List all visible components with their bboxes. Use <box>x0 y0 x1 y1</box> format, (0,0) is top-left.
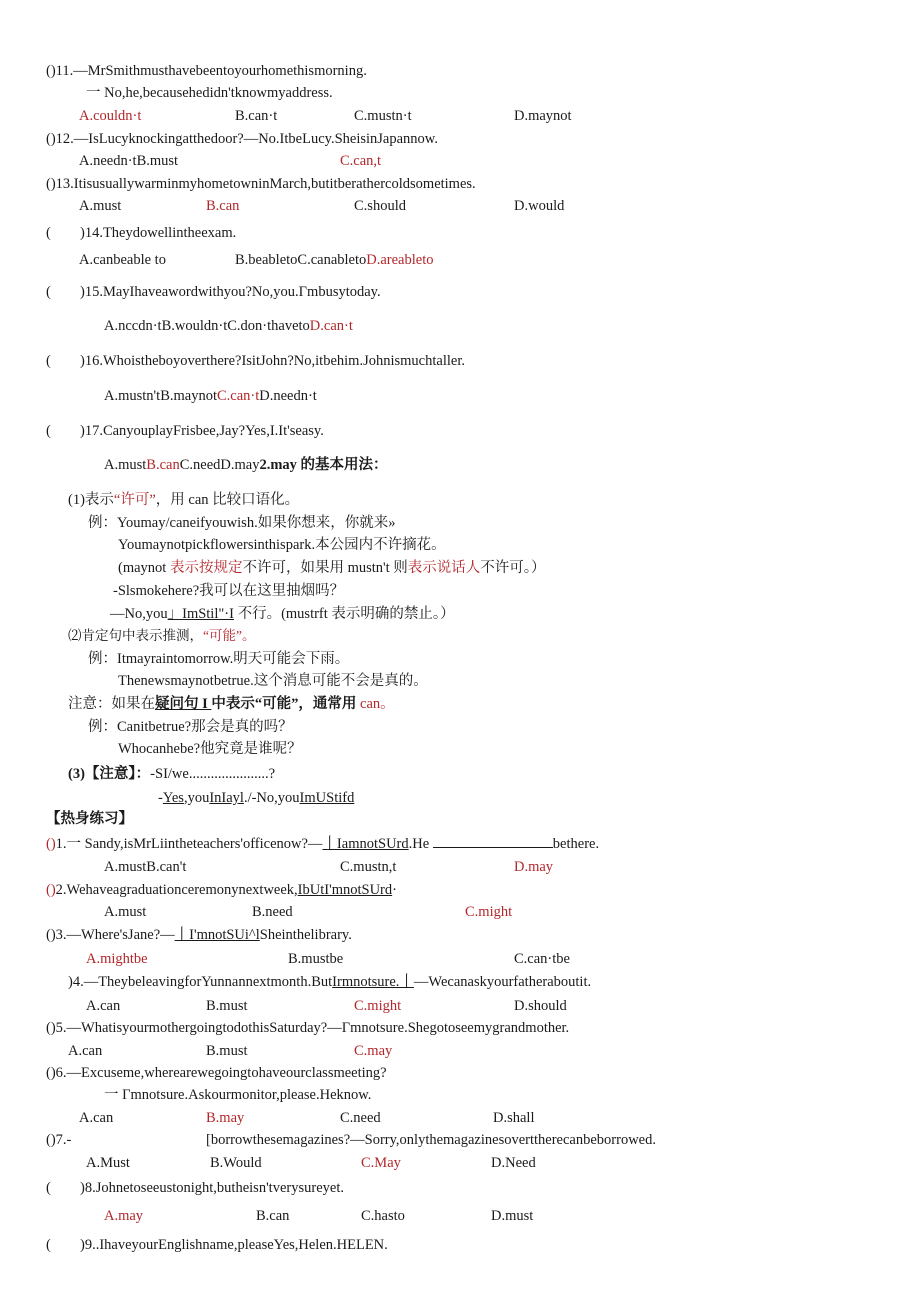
usage-example-6: 例：Itmayraintomorrow.明天可能会下雨。 <box>88 651 350 667</box>
q16-option-ab: A.mustn'tB.maynot <box>104 388 217 404</box>
usage-example-3-b: 不许可，如果用 mustn't 则 <box>242 560 408 576</box>
q11-option-c: C.mustn·t <box>354 108 412 124</box>
w8-option-c: C.hasto <box>361 1208 405 1224</box>
w7-option-b: B.Would <box>210 1155 262 1171</box>
w4-stem <box>68 973 591 991</box>
usage-example-5-b: 不行。(mustrft 表示明确的禁止。） <box>233 606 455 622</box>
w1-stem-b: .He <box>408 836 433 852</box>
usage-example-3-red2: 表示说话人 <box>407 560 481 576</box>
q14-option-a: A.canbeable to <box>79 252 166 268</box>
usage-point-1-post: ，用 can 比较口语化。 <box>155 492 300 508</box>
q16-option-c: C.can·t <box>216 388 260 404</box>
q13-option-d: D.would <box>514 198 565 214</box>
usage-point-3-answer <box>158 789 354 807</box>
w7-option-c: C.May <box>361 1155 401 1171</box>
w3-option-b: B.mustbe <box>288 951 344 967</box>
q15-stem: )15.MayIhaveawordwithyou?No,you.Γmbusytoday. <box>80 284 381 300</box>
w5-option-b: B.must <box>206 1043 248 1059</box>
warmup-title: 【热身练习】 <box>46 811 133 827</box>
usage-point-3-prompt: -SI/we......................? <box>150 766 276 782</box>
usage-point-3-label: (3)【注意】： <box>68 766 151 782</box>
w9-stem: )9..IhaveyourEnglishname,pleaseYes,Helen.HELEN. <box>80 1237 388 1253</box>
w8-option-d: D.must <box>491 1208 534 1224</box>
usage-example-5-a: —No,you <box>110 606 168 622</box>
w1-stem <box>46 835 599 853</box>
w7-num: ()7.- <box>46 1132 72 1148</box>
w5-option-c: C.may <box>354 1043 393 1059</box>
q12-option-ab: A.needn·tB.must <box>79 153 179 169</box>
w4-option-a: A.can <box>86 998 121 1014</box>
w3-stem-b: Sheinthelibrary. <box>259 927 352 943</box>
q15-option-d: D.can·t <box>309 318 353 334</box>
usage-point-3-u3: ImUStifd <box>299 790 355 806</box>
w5-option-a: A.can <box>68 1043 103 1059</box>
q16-options <box>104 387 317 405</box>
w8-option-b: B.can <box>256 1208 290 1224</box>
q17-option-b: B.can <box>146 457 180 473</box>
q16-option-d: D.needn·t <box>259 388 317 404</box>
q13-option-a: A.must <box>79 198 122 214</box>
w6-option-c: C.need <box>340 1110 381 1126</box>
usage-point-1-pre: (1)表示 <box>68 492 114 508</box>
w4-stem-underlined: Irmnotsure.丨 <box>332 974 414 990</box>
usage-point-2 <box>68 627 255 645</box>
w3-stem <box>46 926 352 944</box>
w2-option-b: B.need <box>252 904 293 920</box>
w3-option-c: C.can·tbe <box>514 951 570 967</box>
usage-example-3 <box>118 559 546 577</box>
w1-option-c: C.mustn,t <box>340 859 397 875</box>
q17-stem: )17.CanyouplayFrisbee,Jay?Yes,I.It'seasy. <box>80 423 324 439</box>
q16-stem: )16.Whoistheboyoverthere?IsitJohn?No,itbehim.Johnismuchtaller. <box>80 353 465 369</box>
q15-options <box>104 317 353 335</box>
usage-point-1-highlight: “许可” <box>113 492 156 508</box>
w7-option-a: A.Must <box>86 1155 130 1171</box>
q14-option-bc-text: B.beabletoC.canableto <box>235 252 367 268</box>
usage-point-3-u1: Yes <box>162 790 184 806</box>
usage-example-3-a: (maynot <box>118 560 170 576</box>
w2-option-a: A.must <box>104 904 147 920</box>
w2-stem-a: 2.Wehaveagraduationceremonynextweek, <box>55 882 298 898</box>
w4-option-c: C.might <box>354 998 402 1014</box>
q13-option-b: B.can <box>206 198 240 214</box>
usage-note-a: 注意：如果在 <box>68 696 155 712</box>
usage-example-8: 例：Canitbetrue?那会是真的吗？ <box>88 719 293 735</box>
q17-options <box>104 456 388 474</box>
usage-example-2: Youmaynotpickflowersinthispark.本公园内不许摘花。 <box>118 537 446 553</box>
w2-stem-underlined: IbUtI'mnotSUrd <box>297 882 393 898</box>
w4-option-b: B.must <box>206 998 248 1014</box>
q17-option-a: A.must <box>104 457 147 473</box>
usage-note-red: can。 <box>360 696 395 712</box>
w6-option-d: D.shall <box>493 1110 535 1126</box>
may-usage-heading: 2.may 的基本用法： <box>259 457 388 473</box>
w4-stem-a: )4.—TheybeleavingforYunnannextmonth.But <box>68 974 333 990</box>
q17-option-cd: C.needD.may <box>179 457 260 473</box>
q12-stem: ()12.—IsLucyknockingatthedoor?—No.ItbeLucy.SheisinJapannow. <box>46 131 438 147</box>
usage-example-1: 例：Youmay/caneifyouwish.如果你想来，你就来» <box>88 515 396 531</box>
q11-option-a: A.couldn·t <box>79 108 142 124</box>
w1-stem-a: 1.一 Sandy,isMrLiintheteachers'officenow?— <box>55 836 323 852</box>
usage-point-3-u2: InIayl <box>209 790 244 806</box>
usage-point-2-highlight: “可能”。 <box>203 628 256 643</box>
q11-stem: ()11.—MrSmithmusthavebeentoyourhomethismorning. <box>46 63 367 79</box>
w7-option-d: D.Need <box>491 1155 536 1171</box>
q11-reply: 一 No,he,becausehedidn'tknowmyaddress. <box>86 85 333 101</box>
w7-stem: [borrowthesemagazines?—Sorry,onlythemagazinesoverttherecanbeborrowed. <box>206 1132 656 1148</box>
usage-note-b: 中表示“可能”，通常用 <box>211 696 361 712</box>
q14-option-bc <box>235 251 434 269</box>
q13-option-c: C.should <box>354 198 406 214</box>
usage-note <box>68 695 395 713</box>
w3-stem-underlined: 丨I'mnotSUi^l <box>174 927 260 943</box>
q11-option-b: B.can·t <box>235 108 278 124</box>
w2-stem <box>46 881 397 899</box>
w2-paren: () <box>46 882 56 898</box>
q14-stem: )14.Theydowellintheexam. <box>80 225 237 241</box>
w4-option-d: D.should <box>514 998 567 1014</box>
w1-blank <box>433 835 553 848</box>
q16-paren: ( <box>46 353 51 369</box>
q15-option-abc: A.nccdn·tB.wouldn·tC.don·thaveto <box>104 318 310 334</box>
w4-stem-b: —Wecanaskyourfatheraboutit. <box>413 974 592 990</box>
usage-example-3-red1: 表示按规定 <box>169 560 243 576</box>
w1-stem-c: bethere. <box>552 836 600 852</box>
w1-option-ab: A.mustB.can't <box>104 859 187 875</box>
w3-option-a: A.mightbe <box>86 951 148 967</box>
usage-example-5 <box>110 605 455 623</box>
usage-point-3-c: - <box>158 790 163 806</box>
w2-stem-b: · <box>392 882 397 898</box>
w6-reply: 一 Γmnotsure.Askourmonitor,please.Heknow. <box>104 1087 372 1103</box>
usage-example-3-c: 不许可。） <box>480 560 546 576</box>
q11-option-d: D.maynot <box>514 108 572 124</box>
q17-paren: ( <box>46 423 51 439</box>
usage-point-3-d: ,you <box>183 790 210 806</box>
q14-option-d: D.areableto <box>366 252 434 268</box>
usage-point-1 <box>68 491 299 509</box>
usage-example-5-underlined: 」ImStil"·I <box>167 606 234 622</box>
q15-paren: ( <box>46 284 51 300</box>
w9-paren: ( <box>46 1237 51 1253</box>
w6-stem: ()6.—Excuseme,wherearewegoingtohaveourclassmeeting? <box>46 1065 387 1081</box>
usage-example-9: Whocanhebe?他究竟是谁呢？ <box>118 741 302 757</box>
usage-note-underlined: 疑问句 I <box>155 696 212 712</box>
w2-option-c: C.might <box>465 904 513 920</box>
w1-option-d: D.may <box>514 859 554 875</box>
w6-option-b: B.may <box>206 1110 245 1126</box>
q12-option-c: C.can,t <box>340 153 382 169</box>
w1-stem-underlined: 丨IamnotSUrd <box>322 836 409 852</box>
w3-stem-a: ()3.—Where'sJane?— <box>46 927 175 943</box>
usage-example-4: -Slsmokehere?我可以在这里抽烟吗？ <box>113 583 345 599</box>
w5-stem: ()5.—WhatisyourmothergoingtodothisSaturday?—Γmnotsure.Shegotoseemygrandmother. <box>46 1020 570 1036</box>
w8-paren: ( <box>46 1180 51 1196</box>
usage-example-7: Thenewsmaynotbetrue.这个消息可能不会是真的。 <box>118 673 428 689</box>
w8-option-a: A.may <box>104 1208 144 1224</box>
usage-point-2-pre: ⑵肯定句中表示推测， <box>68 628 203 643</box>
w8-stem: )8.Johnetoseeustonight,butheisn'tverysureyet. <box>80 1180 344 1196</box>
q13-stem: ()13.ItisusuallywarminmyhometowninMarch,butitberathercoldsometimes. <box>46 176 476 192</box>
w6-option-a: A.can <box>79 1110 114 1126</box>
usage-point-3-e: ./-No,you <box>243 790 300 806</box>
q14-paren: ( <box>46 225 51 241</box>
usage-point-3 <box>68 765 275 783</box>
w1-paren: () <box>46 836 56 852</box>
